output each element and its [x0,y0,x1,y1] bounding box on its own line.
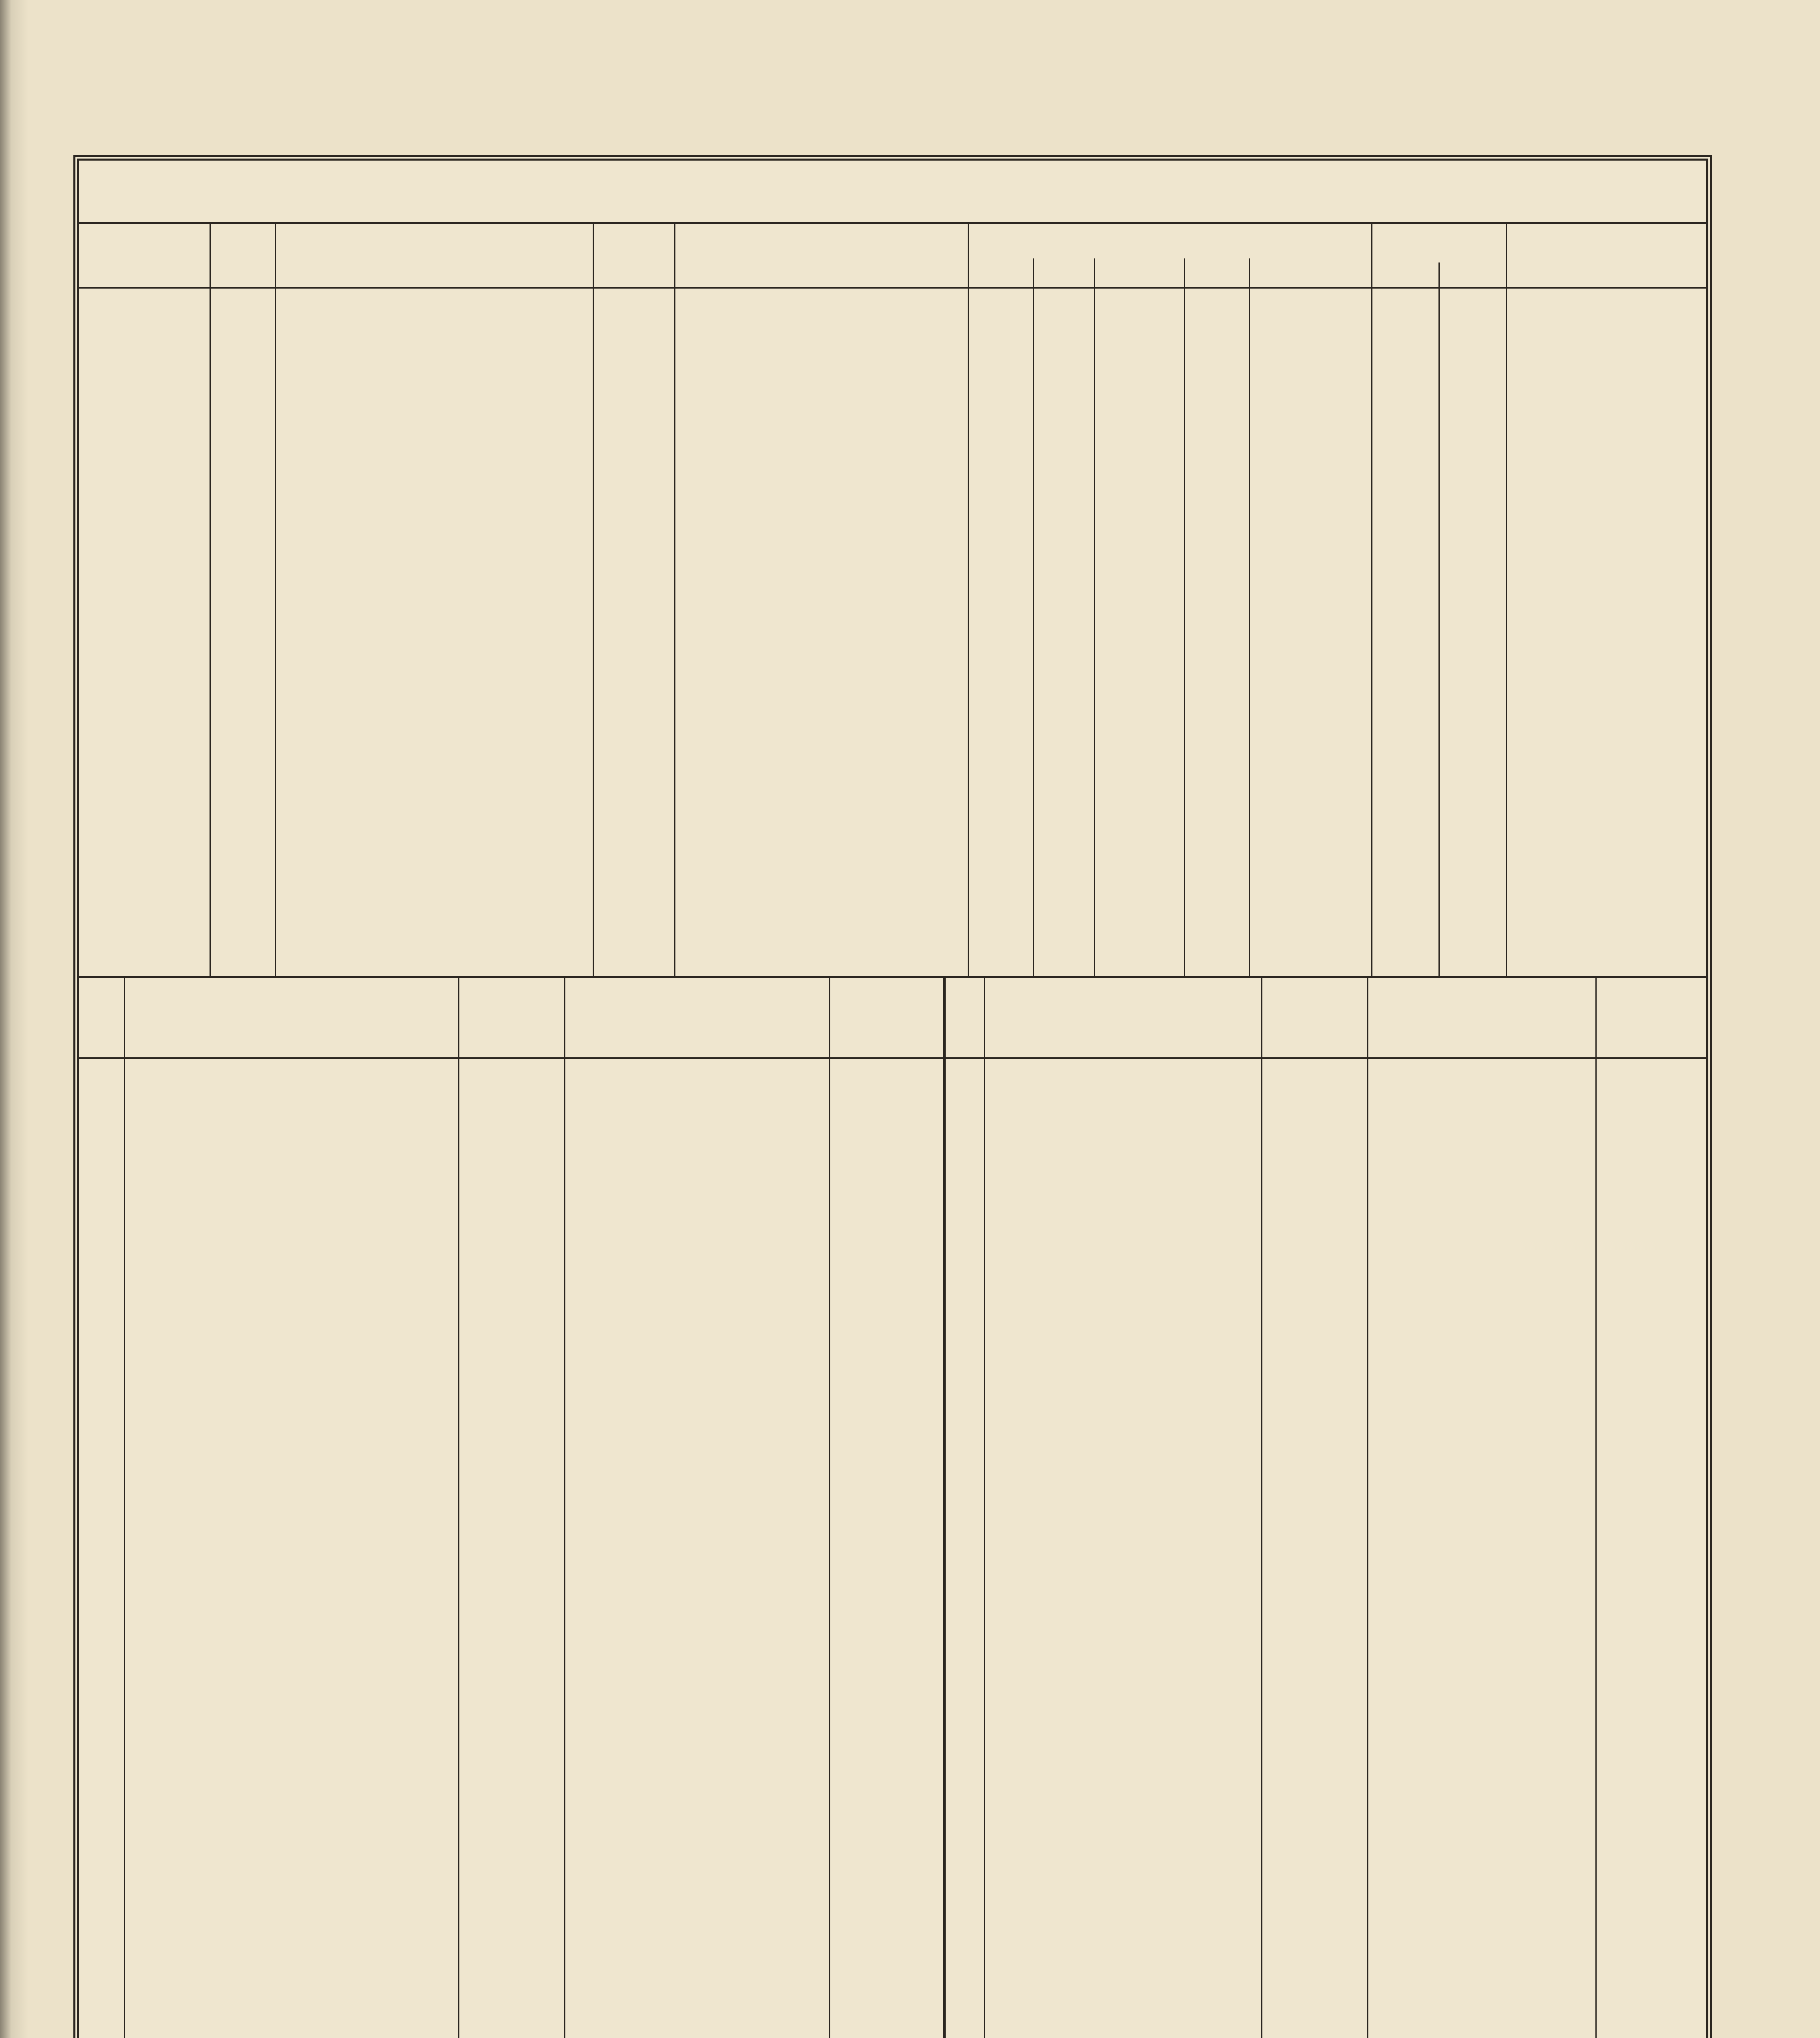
vline [124,978,125,2038]
bottom-right-taux-header [943,988,976,1057]
vline [968,222,969,976]
vline [1249,258,1250,976]
vline [1184,258,1185,976]
vline [593,222,594,976]
vline [984,978,985,2038]
vline [674,222,675,976]
vline [1438,262,1440,976]
top-table-header-rule [79,287,1706,289]
vline [943,978,946,2038]
vline [1033,258,1034,976]
bottom-header-rule [79,1057,1706,1059]
cote-table-frame [73,155,1712,2038]
vline [1094,258,1095,976]
vline [564,978,565,2038]
vline [458,978,459,2038]
page-edge-shadow [0,0,29,2038]
vline [1261,978,1262,2038]
vline [1595,978,1597,2038]
vline [1367,978,1368,2038]
vline [1371,222,1372,976]
vline [210,222,211,976]
table-divider [79,976,1706,978]
vline [1506,222,1507,976]
header-rule [79,222,1706,224]
bottom-left-taux-header [87,988,120,1057]
vline [275,222,276,976]
vline [829,978,830,2038]
